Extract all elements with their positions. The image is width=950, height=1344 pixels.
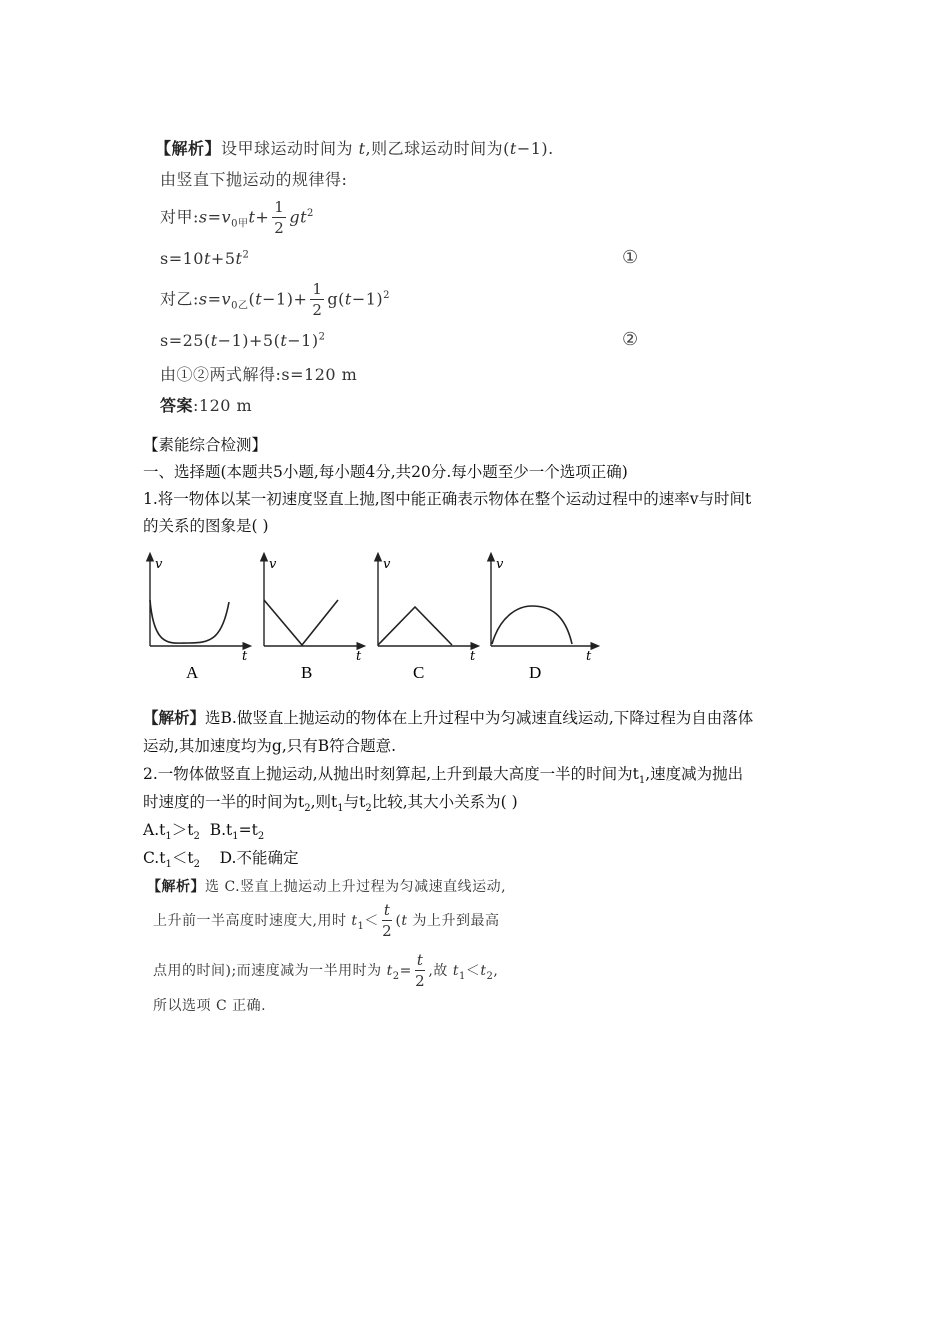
- option-a[interactable]: $A.t_1>t_2$: [143, 821, 200, 843]
- graph-panel-d: [491, 556, 596, 682]
- analysis-label: 【解析】: [143, 708, 206, 727]
- graph-panel-c: [378, 556, 476, 682]
- fraction-half: $\frac{1}{2}$: [274, 198, 285, 237]
- panel-label-b: B: [301, 663, 313, 682]
- fraction-t-half: $\frac{t}{2}$: [415, 951, 426, 990]
- equation-mark-1: ①: [622, 247, 639, 268]
- sol1-line5: 对乙$:s=v_{0乙}(t-1)+$ $\frac{1}{2}$ $g(t-1)^2$: [160, 280, 391, 319]
- sol1-line1: 【解析】设甲球运动时间为 t,则乙球运动时间为(t−1).: [155, 139, 554, 158]
- axis-label-v: v: [155, 557, 163, 572]
- fraction-t-half: $\frac{t}{2}$: [382, 901, 393, 940]
- axis-label-t: t: [242, 649, 248, 664]
- axis-label-t: t: [356, 649, 362, 664]
- q2-sol-line1: 【解析】选 C.竖直上抛运动上升过程为匀减速直线运动,: [147, 879, 507, 895]
- q1-text-line2: 的关系的图象是( ): [143, 517, 269, 535]
- equation-mark-2: ②: [622, 329, 639, 350]
- q2-text-line2: 时速度的一半的时间为$t_2$,则$t_1$与$t_2$比较,其大小关系为( ): [143, 793, 518, 815]
- sol1-line2: 由竖直下抛运动的规律得:: [160, 170, 348, 189]
- axis-label-t: t: [586, 649, 592, 664]
- curve-b: [264, 600, 338, 645]
- sol1-line3: 对甲$:s=v_{0甲}t+$ $\frac{1}{2}$ $gt^2$: [160, 198, 314, 237]
- q1-analysis-line2: 运动,其加速度均为g,只有B符合题意.: [143, 737, 397, 755]
- analysis-label: 【解析】: [147, 879, 205, 895]
- section-title: 【素能综合检测】: [143, 436, 268, 454]
- q1-text-line1: 1.将一物体以某一初速度竖直上抛,图中能正确表示物体在整个运动过程中的速率v与时间t: [143, 490, 752, 508]
- axis-label-v: v: [383, 557, 391, 572]
- part-heading: 一、选择题(本题共5小题,每小题4分,共20分.每小题至少一个选项正确): [143, 463, 628, 481]
- graph-panel-b: [264, 556, 362, 682]
- panel-label-a: A: [186, 663, 199, 682]
- q2-sol-line2: 上升前一半高度时速度大,用时 $t_1<$ $\frac{t}{2}$ (t 为上升到最高: [153, 901, 500, 940]
- curve-d: [492, 606, 572, 644]
- q2-options-line2: [143, 846, 299, 871]
- sol1-line7: 由①②两式解得:s=120 m: [160, 365, 358, 384]
- analysis-label: 【解析】: [155, 139, 222, 158]
- curve-c: [378, 607, 452, 645]
- answer-label: 答案: [160, 396, 194, 415]
- q1-analysis-line1: 【解析】选B.做竖直上抛运动的物体在上升过程中为匀减速直线运动,下降过程为自由落体: [143, 708, 754, 727]
- q2-sol-line4: 所以选项 C 正确.: [153, 998, 267, 1014]
- axis-label-v: v: [496, 557, 504, 572]
- axis-label-v: v: [269, 557, 277, 572]
- option-d[interactable]: D.不能确定: [219, 849, 299, 867]
- panel-label-d: D: [529, 663, 542, 682]
- axis-label-t: t: [470, 649, 476, 664]
- q2-text-line1: 2.一物体做竖直上抛运动,从抛出时刻算起,上升到最大高度一半的时间为$t_1$,速度减为抛出: [143, 765, 744, 787]
- option-b[interactable]: $B.t_1=t_2$: [209, 821, 265, 843]
- sol1-line4: $s=10t+5t^2$: [160, 249, 250, 268]
- sol1-line6: $s=25(t-1)+5(t-1)^2$: [160, 331, 326, 350]
- q1-graphs: [140, 548, 610, 684]
- option-c[interactable]: $C.t_1<t_2$: [143, 849, 200, 871]
- q2-options-line1: [143, 818, 265, 843]
- sol1-line8: 答案:120 m: [160, 396, 253, 415]
- curve-a: [150, 600, 229, 643]
- q2-sol-line3: 点用的时间);而速度减为一半用时为 $t_2=$ $\frac{t}{2}$ ,故 $t_1<t_2$,: [153, 951, 499, 990]
- fraction-half: $\frac{1}{2}$: [312, 280, 323, 319]
- graph-panel-a: [150, 556, 248, 682]
- panel-label-c: C: [413, 663, 425, 682]
